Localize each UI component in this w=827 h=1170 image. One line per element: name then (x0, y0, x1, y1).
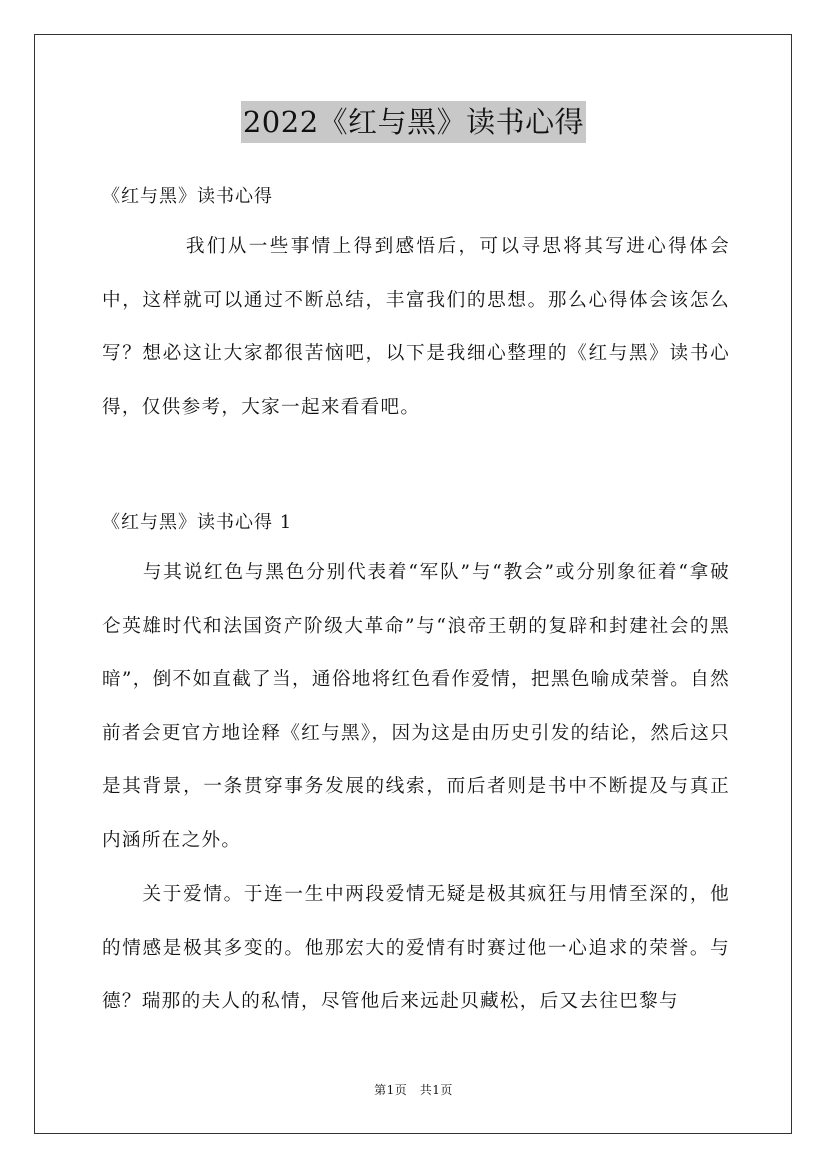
section-heading: 《红与黑》读书心得 1 (102, 512, 293, 533)
intro-paragraph: 我们从一些事情上得到感悟后，可以寻思将其写进心得体会中，这样就可以通过不断总结，丰富我们的思想。那么心得体会该怎么写？想必这让大家都很苦恼吧，以下是我细心整理的《红与黑》读书心得，仅供参考，大家一起来看看吧。 (102, 236, 730, 418)
document-title: 2022《红与黑》读书心得 (241, 101, 586, 143)
page-footer: 第1页 共1页 (374, 1083, 453, 1097)
body-paragraph-1: 与其说红色与黑色分别代表着“军队”与“教会”或分别象征着“拿破仑英雄时代和法国资产阶级大革命”与“浪帝王朝的复辟和封建社会的黑暗”，倒不如直截了当，通俗地将红色看作爱情，把黑色喻成荣誉。自然前者会更官方地诠释《红与黑》，因为这是由历史引发的结论，然后这只是其背景，一条贯穿事务发展的线索，而后者则是书中不断提及与真正内涵所在之外。 (102, 562, 730, 851)
body-paragraph-2: 关于爱情。于连一生中两段爱情无疑是极其疯狂与用情至深的，他的情感是极其多变的。他那宏大的爱情有时赛过他一心追求的荣誉。与德？瑞那的夫人的私情，尽管他后来远赴贝藏松，后又去往巴黎与 (102, 884, 730, 1012)
title-container (0, 101, 827, 143)
document-subtitle: 《红与黑》读书心得 (102, 186, 273, 207)
